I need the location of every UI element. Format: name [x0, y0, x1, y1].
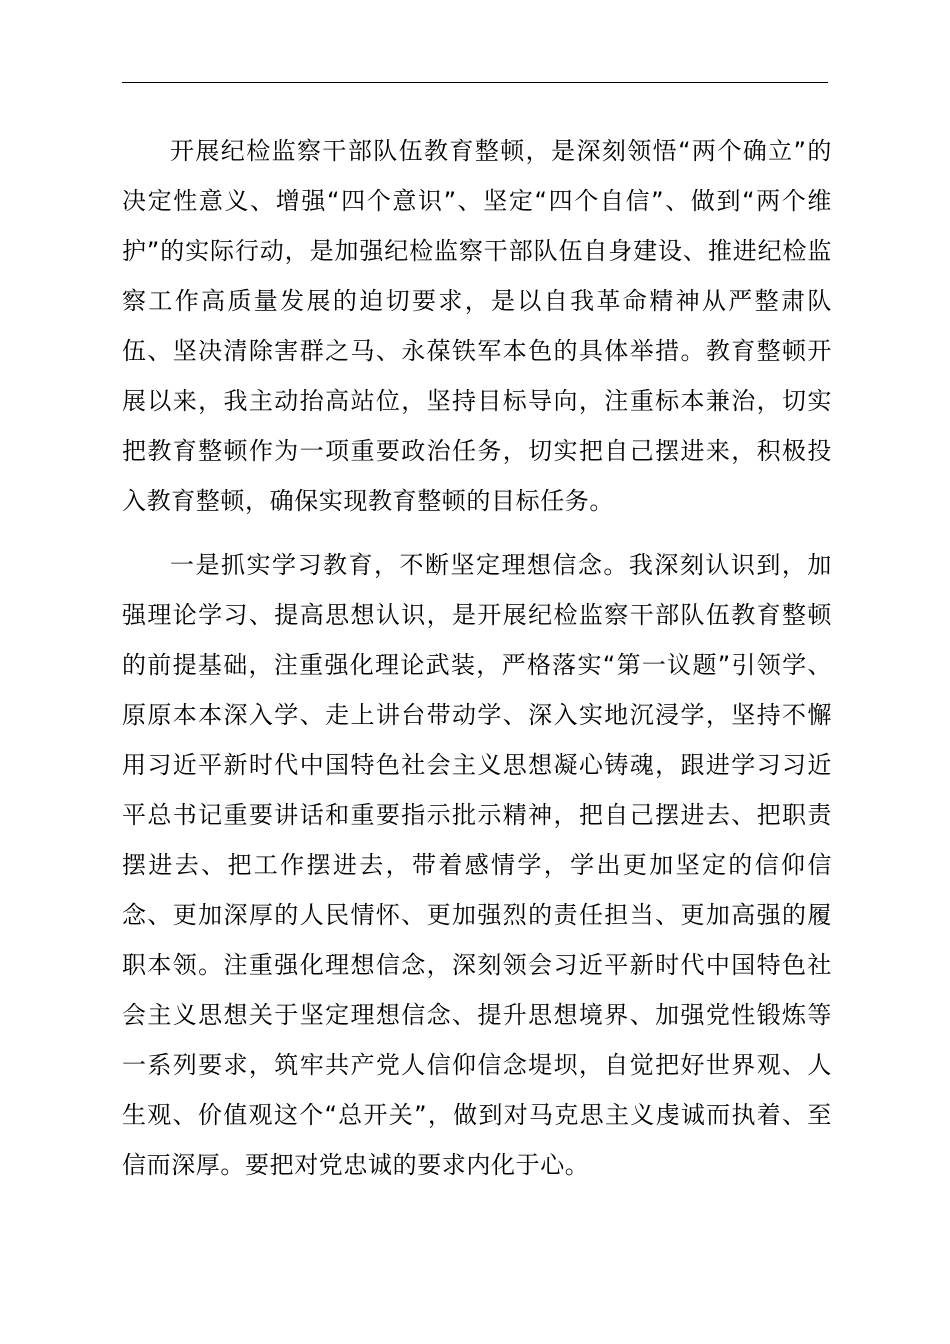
- paragraph-intro: 开展纪检监察干部队伍教育整顿，是深刻领悟“两个确立”的决定性意义、增强“四个意识”、坚定“四个自信”、做到“两个维护”的实际行动，是加强纪检监察干部队伍自身建设、推进纪检监察工作高质量发展的迫切要求，是以自我革命精神从严整肃队伍、坚决清除害群之马、永葆铁军本色的具体举措。教育整顿开展以来，我主动抬高站位，坚持目标导向，注重标本兼治，切实把教育整顿作为一项重要政治任务，切实把自己摆进来，积极投入教育整顿，确保实现教育整顿的目标任务。: [122, 137, 832, 515]
- header-rule: [122, 82, 828, 83]
- document-body: [122, 126, 832, 1190]
- paragraph-study-education: 一是抓实学习教育，不断坚定理想信念。我深刻认识到，加强理论学习、提高思想认识，是开展纪检监察干部队伍教育整顿的前提基础，注重强化理论武装，严格落实“第一议题”引领学、原原本本深入学、走上讲台带动学、深入实地沉浸学，坚持不懈用习近平新时代中国特色社会主义思想凝心铸魂，跟进学习习近平总书记重要讲话和重要指示批示精神，把自己摆进去、把职责摆进去、把工作摆进去，带着感情学，学出更加坚定的信仰信念、更加深厚的人民情怀、更加强烈的责任担当、更加高强的履职本领。注重强化理想信念，深刻领会习近平新时代中国特色社会主义思想关于坚定理想信念、提升思想境界、加强党性锻炼等一系列要求，筑牢共产党人信仰信念堤坝，自觉把好世界观、人生观、价值观这个“总开关”，做到对马克思主义虔诚而执着、至信而深厚。要把对党忠诚的要求内化于心。: [122, 551, 832, 1179]
